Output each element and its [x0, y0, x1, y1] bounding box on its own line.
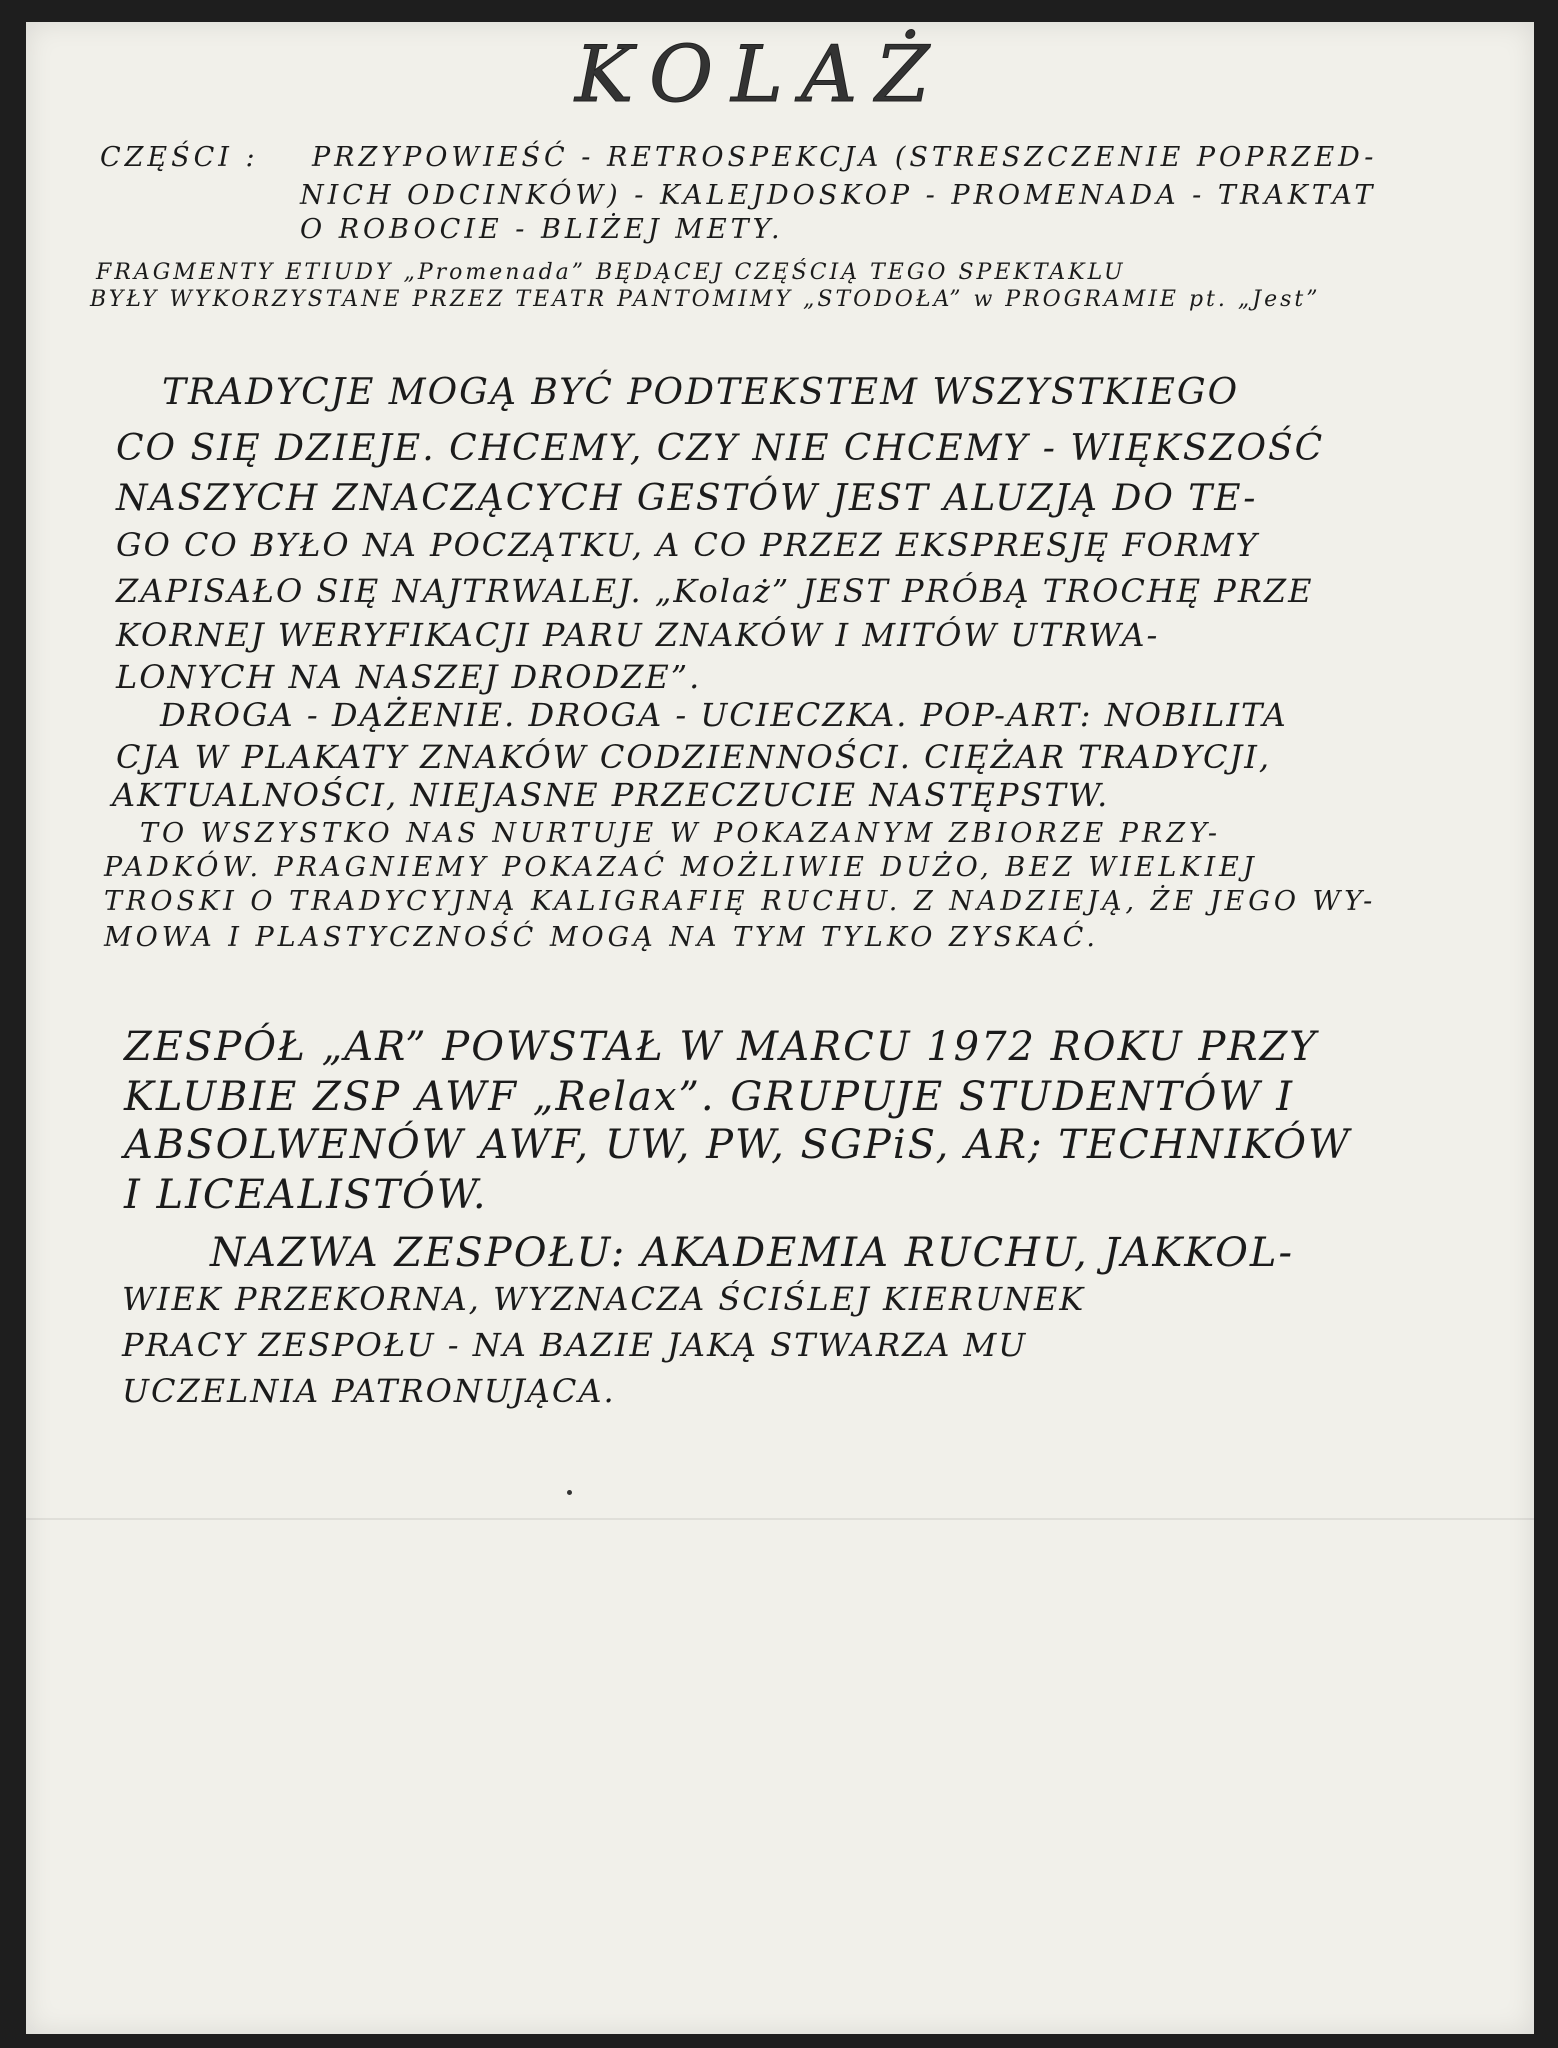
paragraph-4-line: KLUBIE ZSP AWF „Relax”. GRUPUJE STUDENTÓW I — [124, 1074, 1295, 1120]
paragraph-4-line: ZESPÓŁ „AR” POWSTAŁ W MARCU 1972 ROKU PRZY — [124, 1024, 1318, 1070]
paragraph-3-line: MOWA I PLASTYCZNOŚĆ MOGĄ NA TYM TYLKO ZYSKAĆ. — [104, 922, 1099, 953]
parts-line: NICH ODCINKÓW) - KALEJDOSKOP - PROMENADA - TRAKTAT — [300, 180, 1377, 211]
paragraph-1-line: KORNEJ WERYFIKACJI PARU ZNAKÓW I MITÓW UTRWA- — [116, 616, 1160, 654]
paragraph-5-line: NAZWA ZESPOŁU: AKADEMIA RUCHU, JAKKOL- — [210, 1230, 1294, 1276]
parts-label: CZĘŚCI : — [100, 142, 259, 173]
fragment-note-line: BYŁY WYKORZYSTANE PRZEZ TEATR PANTOMIMY „STODOŁA” w PROGRAMIE pt. „Jest” — [90, 287, 1321, 312]
ink-dot — [567, 1490, 572, 1495]
paragraph-1-line: ZAPISAŁO SIĘ NAJTRWALEJ. „Kolaż” JEST PRÓBĄ TROCHĘ PRZE — [116, 572, 1314, 610]
paragraph-5-line: WIEK PRZEKORNA, WYZNACZA ŚCIŚLEJ KIERUNEK — [122, 1280, 1086, 1318]
paragraph-2-line: DROGA - DĄŻENIE. DROGA - UCIECZKA. POP-ART: NOBILITA — [160, 696, 1288, 734]
document-title: KOLAŻ — [575, 30, 948, 120]
parts-line: O ROBOCIE - BLIŻEJ METY. — [300, 214, 784, 245]
paragraph-1-line: TRADYCJE MOGĄ BYĆ PODTEKSTEM WSZYSTKIEGO — [162, 372, 1240, 413]
paragraph-5-line: UCZELNIA PATRONUJĄCA. — [122, 1372, 616, 1410]
paragraph-1-line: CO SIĘ DZIEJE. CHCEMY, CZY NIE CHCEMY - WIĘKSZOŚĆ — [116, 428, 1325, 469]
paragraph-3-line: TROSKI O TRADYCYJNĄ KALIGRAFIĘ RUCHU. Z NADZIEJĄ, ŻE JEGO WY- — [104, 886, 1377, 917]
paragraph-4-line: I LICEALISTÓW. — [124, 1172, 488, 1218]
paragraph-1-line: NASZYCH ZNACZĄCYCH GESTÓW JEST ALUZJĄ DO TE- — [116, 478, 1258, 519]
paragraph-1-line: GO CO BYŁO NA POCZĄTKU, A CO PRZEZ EKSPRESJĘ FORMY — [116, 526, 1259, 564]
paragraph-5-line: PRACY ZESPOŁU - NA BAZIE JAKĄ STWARZA MU — [122, 1326, 1028, 1364]
paragraph-2-line: CJA W PLAKATY ZNAKÓW CODZIENNOŚCI. CIĘŻAR TRADYCJI, — [116, 738, 1272, 776]
paragraph-2-line: AKTUALNOŚCI, NIEJASNE PRZECZUCIE NASTĘPSTW. — [112, 776, 1110, 814]
fragment-note-line: FRAGMENTY ETIUDY „Promenada” BĘDĄCEJ CZĘŚCIĄ TEGO SPEKTAKLU — [96, 260, 1126, 285]
paper-fold-line — [26, 1518, 1534, 1520]
parts-line: PRZYPOWIEŚĆ - RETROSPEKCJA (STRESZCZENIE POPRZED- — [312, 142, 1378, 173]
paragraph-4-line: ABSOLWENÓW AWF, UW, PW, SGPiS, AR; TECHNIKÓW — [124, 1122, 1352, 1168]
paragraph-3-line: TO WSZYSTKO NAS NURTUJE W POKAZANYM ZBIORZE PRZY- — [140, 818, 1221, 849]
paragraph-3-line: PADKÓW. PRAGNIEMY POKAZAĆ MOŻLIWIE DUŻO, BEZ WIELKIEJ — [104, 852, 1258, 883]
paragraph-1-line: LONYCH NA NASZEJ DRODZE”. — [116, 658, 702, 696]
